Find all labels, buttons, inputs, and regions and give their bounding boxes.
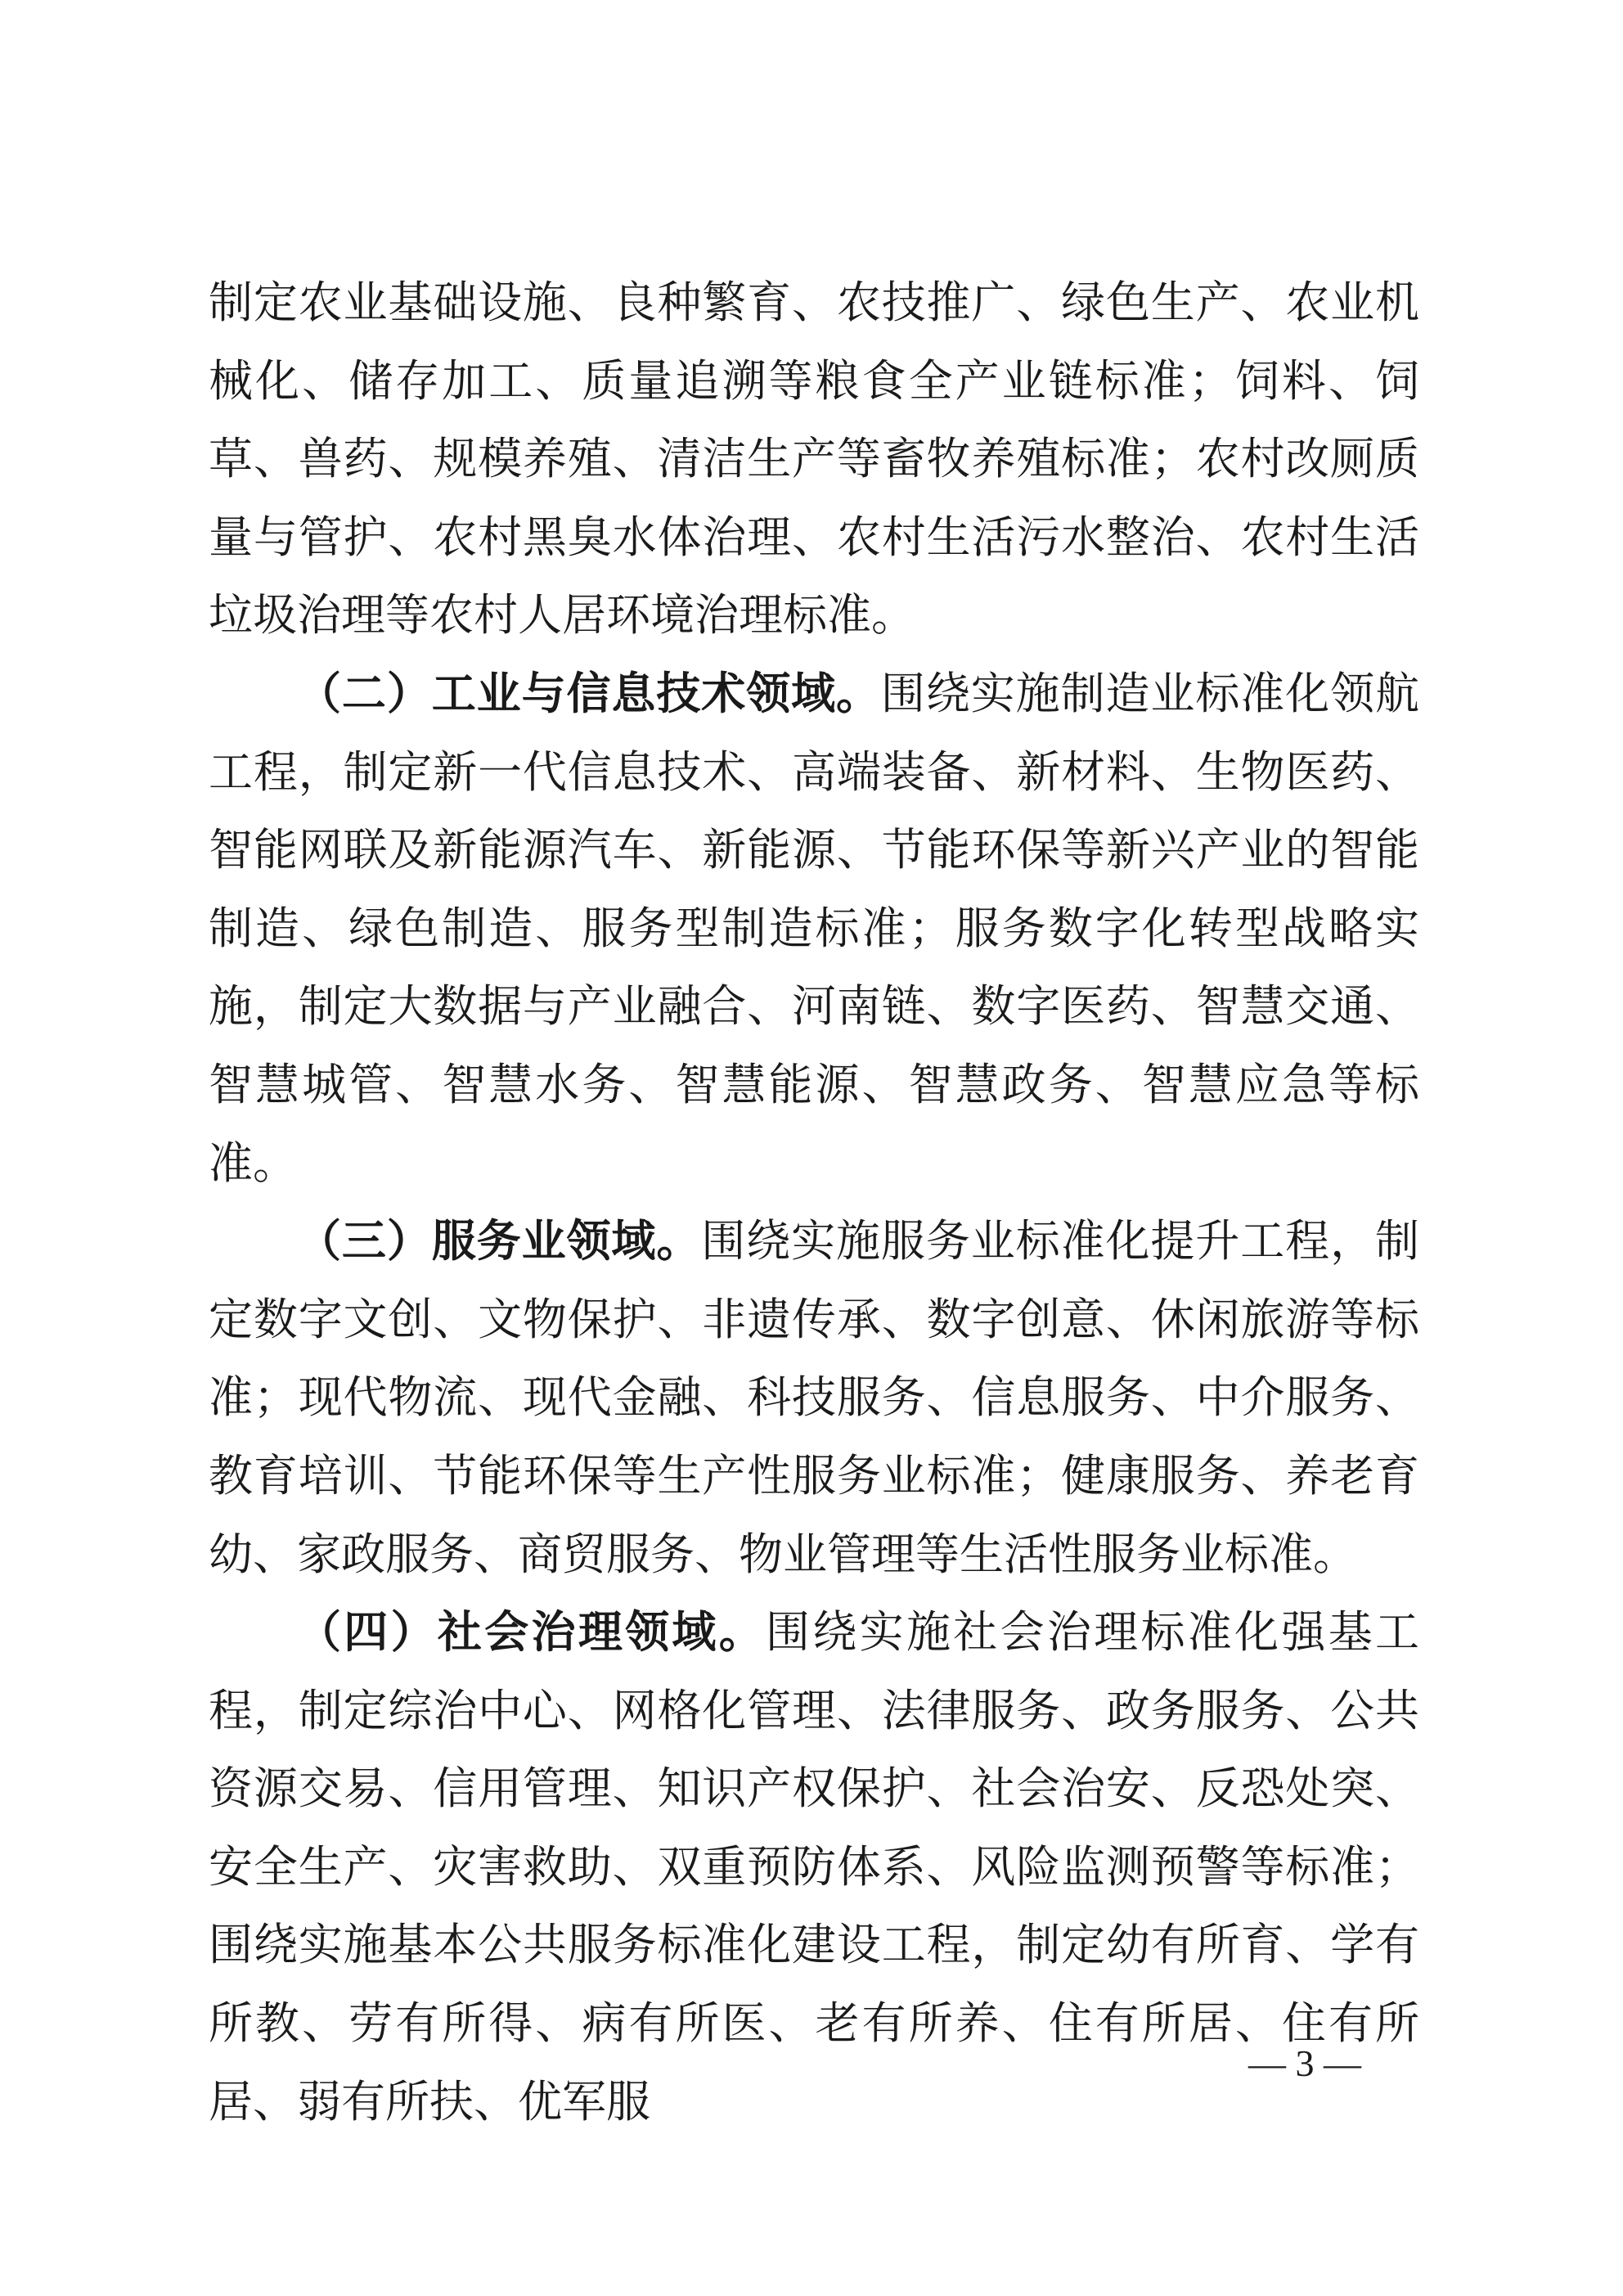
paragraph-text: 围绕实施社会治理标准化强基工程，制定综治中心、网格化管理、法律服务、政务服务、公共资源交易、信用管理、知识产权保护、社会治安、反恐处突、安全生产、灾害救助、双重预防体系、风险监测预警等标准；围绕实施基本公共服务标准化建设工程，制定幼有所育、学有所教、劳有所得、病有所医、老有所养、住有所居、住有所居、弱有所扶、优军服 — [209, 1606, 1420, 2127]
paragraph-agriculture-continued — [209, 263, 1419, 655]
paragraph-text: 制定农业基础设施、良种繁育、农技推广、绿色生产、农业机械化、储存加工、质量追溯等粮食全产业链标准；饲料、饲草、兽药、规模养殖、清洁生产等畜牧养殖标准；农村改厕质量与管护、农村黑臭水体治理、农村生活污水整治、农村生活垃圾治理等农村人居环境治理标准。 — [209, 277, 1419, 642]
section-heading-service-industry: （三）服务业领域。 — [297, 1214, 702, 1267]
body-text — [209, 263, 1419, 2141]
paragraph-text: 围绕实施服务业标准化提升工程，制定数字文创、文物保护、非遗传承、数字创意、休闲旅游等标准；现代物流、现代金融、科技服务、信息服务、中介服务、教育培训、节能环保等生产性服务业标准；健康服务、养老育幼、家政服务、商贸服务、物业管理等生活性服务业标准。 — [209, 1215, 1419, 1580]
paragraph-service-industry — [209, 1202, 1419, 1593]
paragraph-text: 围绕实施制造业标准化领航工程，制定新一代信息技术、高端装备、新材料、生物医药、智能网联及新能源汽车、新能源、节能环保等新兴产业的智能制造、绿色制造、服务型制造标准；服务数字化转型战略实施，制定大数据与产业融合、河南链、数字医药、智慧交通、智慧城管、智慧水务、智慧能源、智慧政务、智慧应急等标准。 — [209, 667, 1420, 1189]
section-heading-social-governance: （四）社会治理领域。 — [297, 1605, 767, 1659]
paragraph-industry-it — [209, 655, 1419, 1202]
page-number: — 3 — — [1248, 2042, 1361, 2084]
section-heading-industry-it: （二）工业与信息技术领域。 — [297, 666, 881, 719]
